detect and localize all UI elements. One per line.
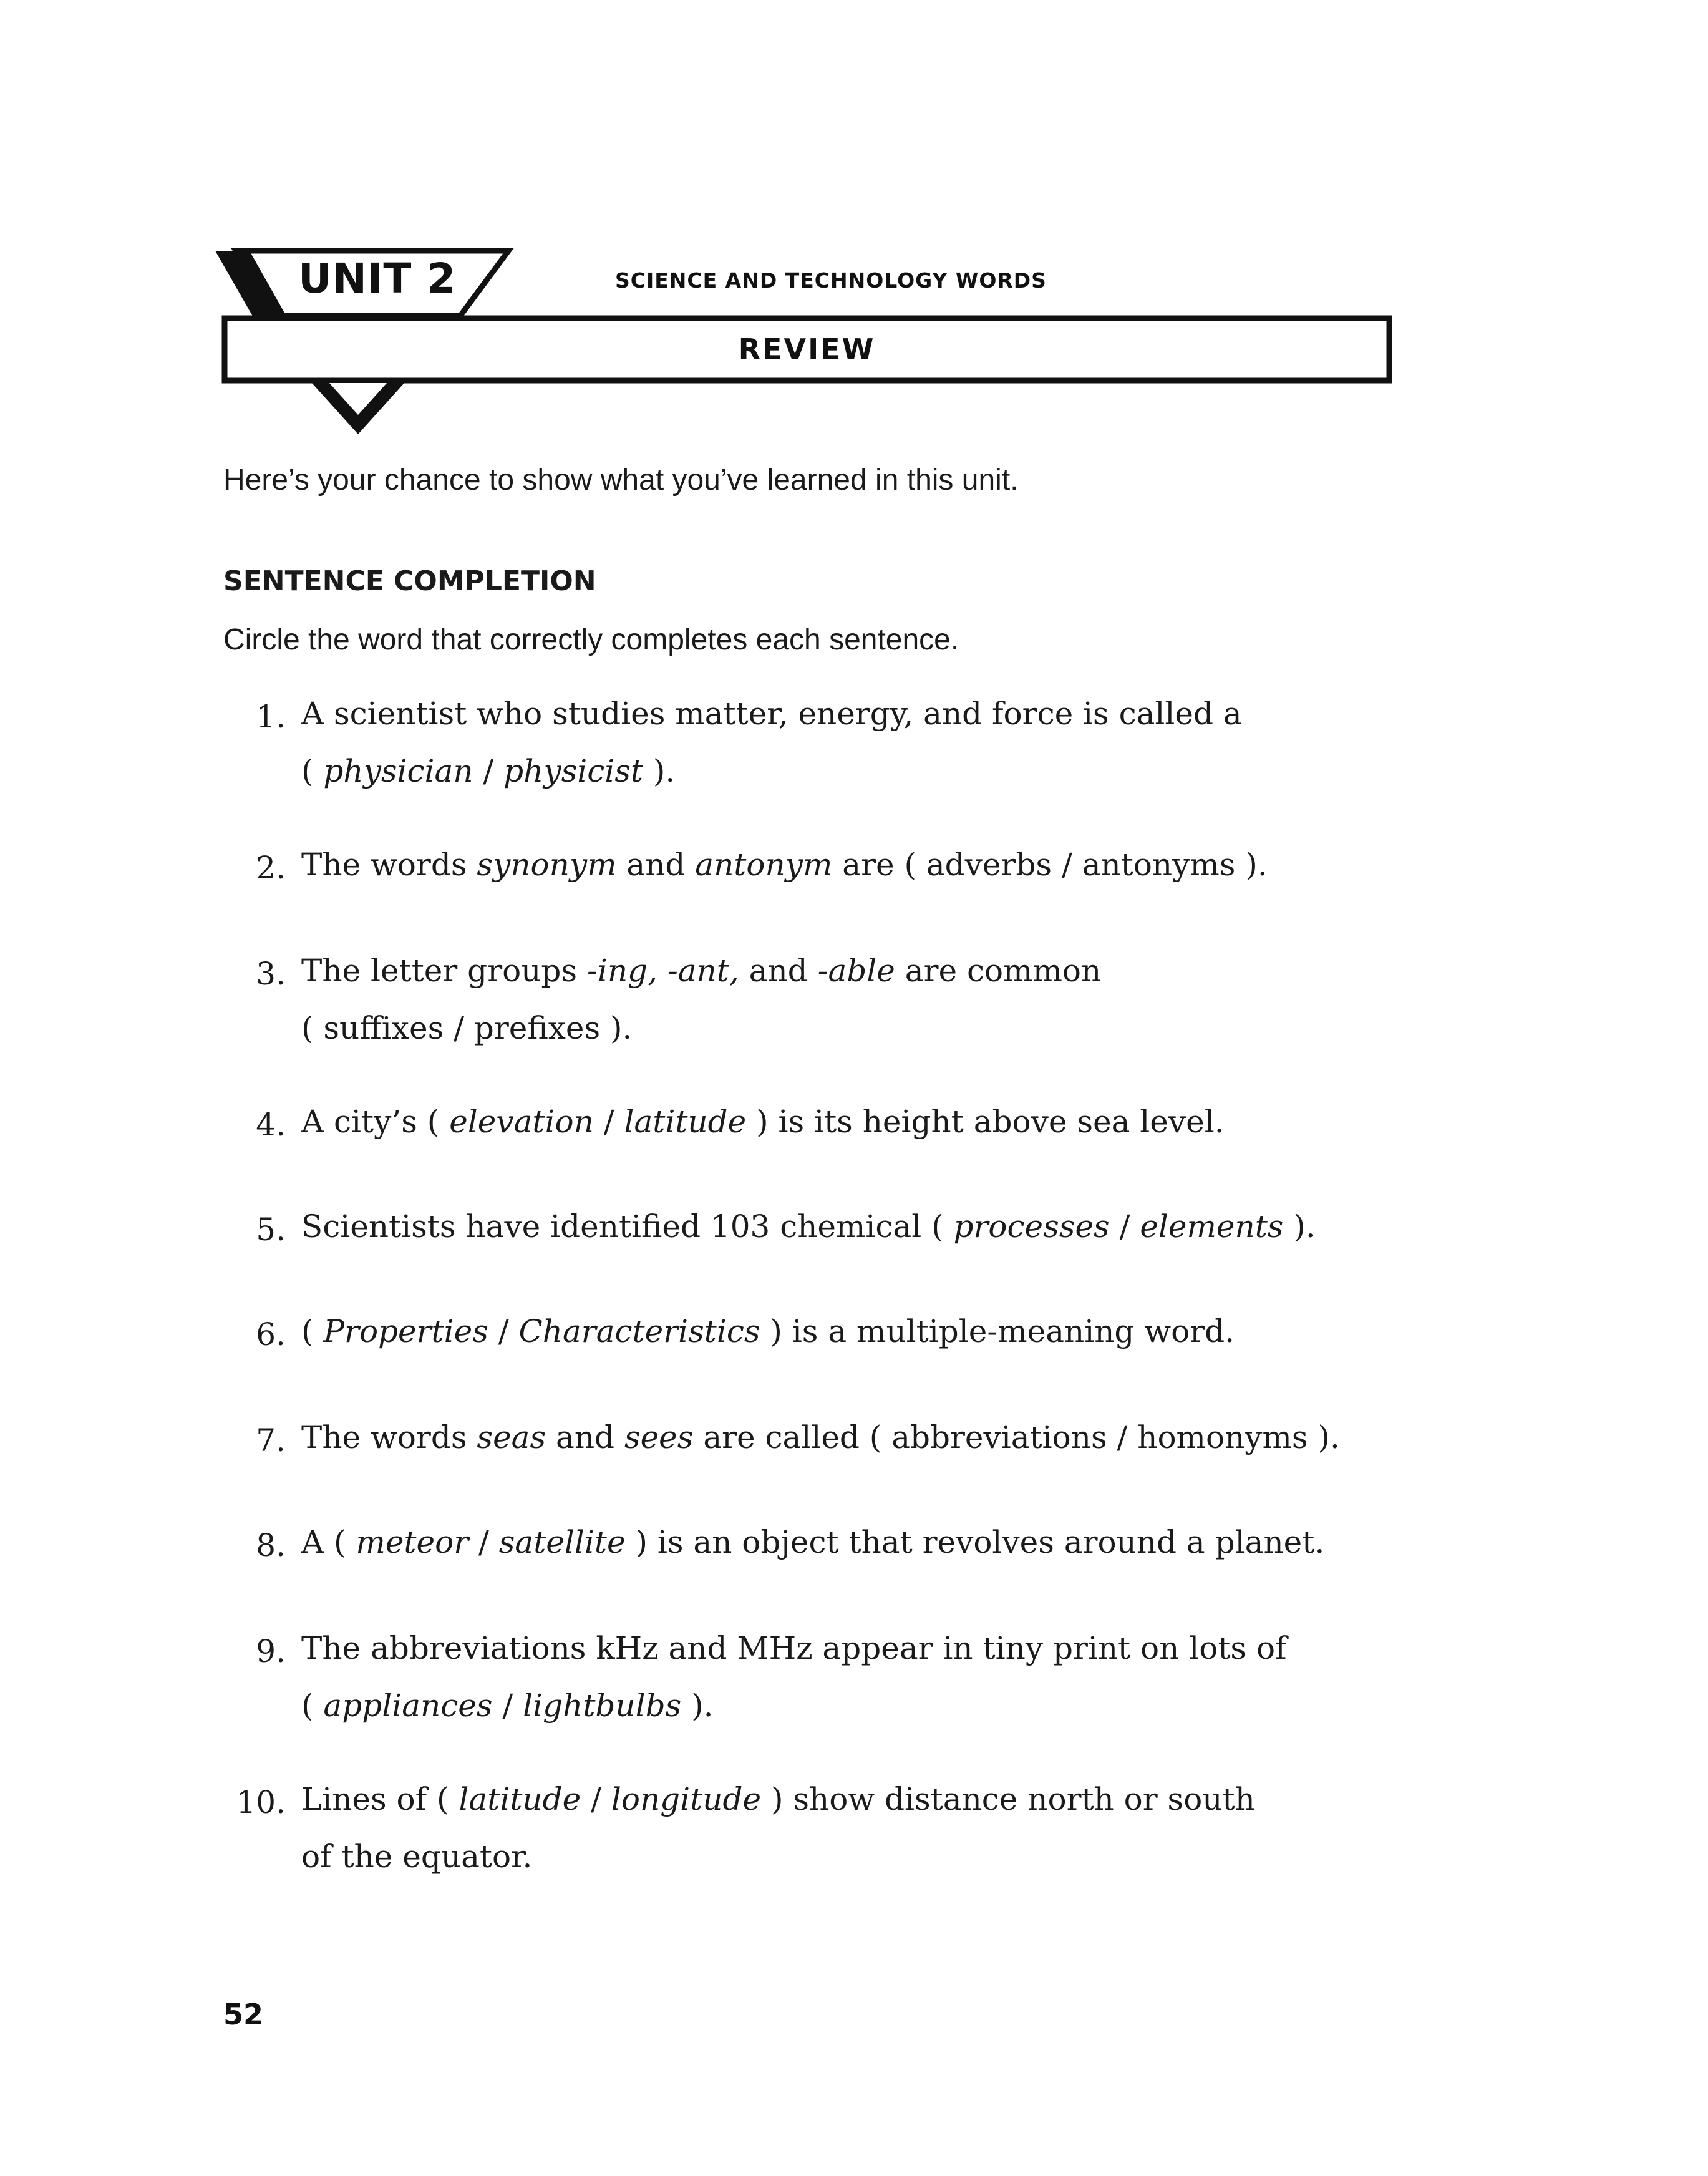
- sentence-fragment: ) is its height above sea level.: [746, 1104, 1225, 1140]
- sentence-fragment: ) is a multiple-meaning word.: [760, 1313, 1235, 1349]
- question-line: [301, 1677, 1437, 1734]
- unit-subtitle: SCIENCE AND TECHNOLOGY WORDS: [615, 268, 1047, 293]
- sentence-fragment: /: [488, 1313, 519, 1349]
- answer-choice[interactable]: latitude: [459, 1781, 581, 1817]
- question-number: 4.: [256, 1107, 286, 1143]
- question-line: [301, 1620, 1437, 1677]
- question-line: [301, 685, 1437, 742]
- question-line: [301, 1198, 1437, 1255]
- answer-choice[interactable]: sees: [624, 1419, 694, 1455]
- sentence-fragment: (: [301, 1688, 324, 1724]
- sentence-fragment: and: [616, 847, 696, 883]
- page-number: 52: [223, 1998, 264, 2031]
- question-line: [301, 1093, 1437, 1150]
- sentence-fragment: /: [1109, 1208, 1140, 1245]
- answer-choice[interactable]: physicist: [503, 753, 644, 789]
- question-line: [301, 742, 1437, 800]
- question-line: [301, 942, 1437, 999]
- sentence-fragment: ) show distance north or south: [761, 1781, 1255, 1817]
- sentence-fragment: The words: [301, 847, 477, 883]
- sentence-fragment: /: [473, 753, 504, 789]
- sentence-fragment: of the equator.: [301, 1838, 533, 1875]
- question-text: [301, 1513, 1437, 1571]
- question-line: [301, 1303, 1437, 1360]
- answer-choice[interactable]: antonym: [695, 847, 833, 883]
- section-banner: [225, 318, 1389, 381]
- question-number: 2.: [256, 850, 286, 886]
- sentence-fragment: ) is an object that revolves around a planet.: [625, 1524, 1325, 1560]
- sentence-fragment: are called ( abbreviations / homonyms ).: [693, 1419, 1340, 1455]
- question-number: 1.: [256, 699, 286, 735]
- question-number: 9.: [256, 1633, 286, 1669]
- question-line: [301, 836, 1437, 893]
- question-number: 7.: [256, 1422, 286, 1459]
- sentence-fragment: /: [492, 1688, 523, 1724]
- answer-choice[interactable]: longitude: [611, 1781, 762, 1817]
- answer-choice[interactable]: processes: [953, 1208, 1110, 1245]
- question-line: [301, 1513, 1437, 1571]
- answer-choice[interactable]: seas: [477, 1419, 546, 1455]
- sentence-fragment: /: [581, 1781, 611, 1817]
- sentence-fragment: ).: [643, 753, 676, 789]
- sentence-fragment: and: [739, 953, 818, 989]
- sentence-fragment: Scientists have identified 103 chemical (: [301, 1208, 954, 1245]
- sentence-fragment: (: [301, 1313, 324, 1349]
- instructions-text: Circle the word that correctly completes each sentence.: [223, 623, 959, 656]
- question-text: [301, 1409, 1437, 1466]
- unit-label: UNIT 2: [298, 255, 457, 303]
- sentence-fragment: /: [593, 1104, 624, 1140]
- sentence-fragment: The letter groups: [301, 953, 587, 989]
- question-text: [301, 1303, 1437, 1360]
- answer-choice[interactable]: -able: [817, 953, 895, 989]
- answer-choice[interactable]: lightbulbs: [523, 1688, 682, 1724]
- sentence-fragment: A city’s (: [301, 1104, 450, 1140]
- sentence-fragment: A (: [301, 1524, 356, 1560]
- sentence-fragment: The abbreviations kHz and MHz appear in tiny print on lots of: [301, 1630, 1287, 1666]
- question-text: [301, 685, 1437, 800]
- question-text: [301, 1620, 1437, 1734]
- answer-choice[interactable]: elevation: [449, 1104, 594, 1140]
- sentence-fragment: and: [546, 1419, 624, 1455]
- answer-choice[interactable]: satellite: [498, 1524, 626, 1560]
- question-text: [301, 1093, 1437, 1150]
- question-line: [301, 1770, 1437, 1828]
- answer-choice[interactable]: physician: [323, 753, 473, 789]
- question-text: [301, 836, 1437, 893]
- question-number: 5.: [256, 1212, 286, 1248]
- question-number: 8.: [256, 1527, 286, 1563]
- section-heading: SENTENCE COMPLETION: [223, 565, 596, 597]
- unit-header-graphic: [0, 0, 1708, 474]
- answer-choice[interactable]: Characteristics: [518, 1313, 760, 1349]
- question-text: [301, 942, 1437, 1057]
- question-number: 10.: [236, 1784, 286, 1820]
- answer-choice[interactable]: synonym: [477, 847, 617, 883]
- sentence-fragment: (: [301, 753, 324, 789]
- sentence-fragment: The words: [301, 1419, 477, 1455]
- sentence-fragment: are common: [895, 953, 1102, 989]
- question-line: [301, 999, 1437, 1057]
- question-line: [301, 1828, 1437, 1885]
- answer-choice[interactable]: appliances: [323, 1688, 493, 1724]
- sentence-fragment: ).: [681, 1688, 714, 1724]
- sentence-fragment: A scientist who studies matter, energy, and force is called a: [301, 696, 1242, 732]
- answer-choice[interactable]: elements: [1140, 1208, 1284, 1245]
- sentence-fragment: ).: [1283, 1208, 1316, 1245]
- sentence-fragment: ( suffixes / prefixes ).: [301, 1010, 633, 1046]
- answer-choice[interactable]: latitude: [624, 1104, 747, 1140]
- sentence-fragment: are ( adverbs / antonyms ).: [832, 847, 1268, 883]
- intro-text: Here’s your chance to show what you’ve learned in this unit.: [223, 464, 1019, 497]
- answer-choice[interactable]: Properties: [323, 1313, 488, 1349]
- sentence-fragment: Lines of (: [301, 1781, 459, 1817]
- question-text: [301, 1770, 1437, 1885]
- question-text: [301, 1198, 1437, 1255]
- sentence-fragment: /: [468, 1524, 499, 1560]
- question-number: 3.: [256, 956, 286, 992]
- answer-choice[interactable]: meteor: [356, 1524, 469, 1560]
- question-line: [301, 1409, 1437, 1466]
- answer-choice[interactable]: -ing, -ant,: [586, 953, 739, 989]
- section-title: REVIEW: [738, 333, 876, 366]
- question-number: 6.: [256, 1316, 286, 1353]
